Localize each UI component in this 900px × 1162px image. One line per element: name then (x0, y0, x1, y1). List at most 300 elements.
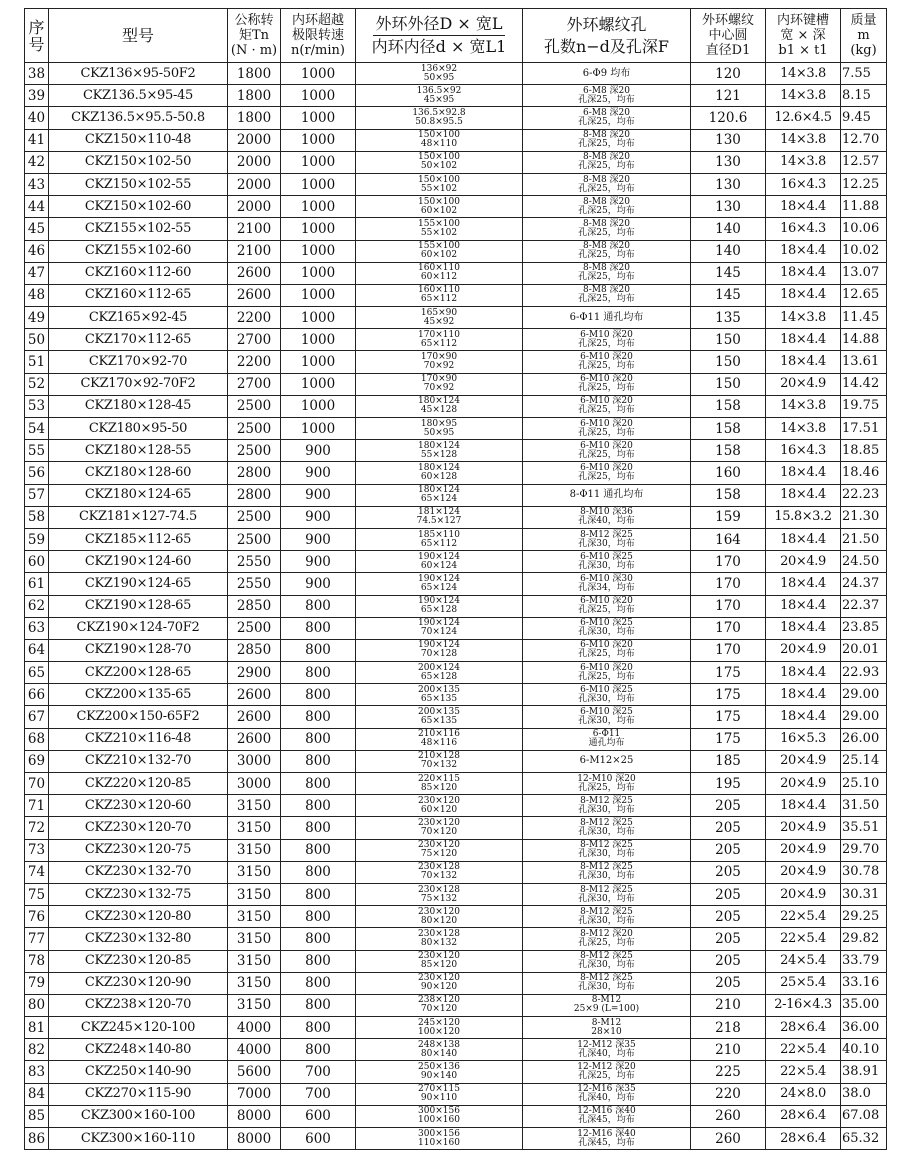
cell-torque: 4000 (228, 1017, 281, 1039)
table-row (25, 795, 887, 817)
cell-model: CKZ238×120-70 (49, 994, 228, 1016)
cell-dims (356, 395, 523, 417)
cell-no: 74 (25, 861, 49, 883)
holes-line: 8-M12 深25 (580, 817, 633, 828)
cell-torque: 3000 (228, 773, 281, 795)
dims-line: 50×95 (423, 427, 455, 438)
dims-line: 70×132 (420, 871, 458, 882)
dims-line: 90×140 (420, 1071, 458, 1082)
cell-key: 18×4.4 (766, 684, 841, 706)
cell-torque: 3150 (228, 817, 281, 839)
holes-line: 6-M10 深20 (580, 329, 633, 340)
cell-model: CKZ220×120-85 (49, 773, 228, 795)
cell-pcd: 140 (691, 240, 766, 262)
holes-line: 8-M12 (591, 1017, 622, 1028)
cell-model: CKZ210×116-48 (49, 728, 228, 750)
holes-line: 孔深30，均布 (578, 982, 635, 993)
cell-pcd: 145 (691, 262, 766, 284)
cell-no: 76 (25, 906, 49, 928)
table-row (25, 418, 887, 440)
table-row (25, 972, 887, 994)
dims-line: 70×132 (420, 760, 458, 771)
cell-model: CKZ190×124-70F2 (49, 617, 228, 639)
cell-holes (523, 418, 691, 440)
cell-key: 18×4.4 (766, 484, 841, 506)
cell-holes (523, 817, 691, 839)
cell-dims (356, 928, 523, 950)
table-row (25, 1017, 887, 1039)
cell-pcd: 175 (691, 706, 766, 728)
holes-line: 12-M16 深35 (577, 1084, 636, 1095)
dims-line: 200×135 (418, 684, 460, 695)
header-dims: 外环外径D × 宽L 内环内径d × 宽L1 (356, 9, 523, 63)
cell-pcd: 210 (691, 1039, 766, 1061)
dims-line: 70×120 (420, 1004, 458, 1015)
cell-key: 20×4.9 (766, 639, 841, 661)
holes-line: 6-M10 深20 (580, 374, 633, 385)
holes-line: 孔深40，均布 (578, 1048, 635, 1059)
cell-no: 42 (25, 151, 49, 173)
cell-pcd: 158 (691, 418, 766, 440)
holes-line: 6-M10 深20 (580, 596, 633, 607)
dims-line: 155×100 (418, 241, 460, 252)
cell-key: 18×4.4 (766, 351, 841, 373)
cell-holes (523, 351, 691, 373)
cell-pcd: 120.6 (691, 107, 766, 129)
dims-line: 55×128 (420, 449, 458, 460)
holes-line: 12-M12 深35 (577, 1039, 636, 1050)
table-row (25, 1128, 887, 1150)
holes-line: 孔深25，均布 (578, 205, 635, 216)
cell-model: CKZ230×120-75 (49, 839, 228, 861)
holes-line: 6-Φ11 (592, 729, 621, 740)
cell-key: 22×5.4 (766, 928, 841, 950)
table-row (25, 617, 887, 639)
dims-line: 150×100 (418, 196, 460, 207)
cell-key: 28×6.4 (766, 1128, 841, 1150)
holes-line: 6-M10 深25 (580, 618, 633, 629)
cell-dims (356, 573, 523, 595)
holes-line: 孔深25，均布 (578, 250, 635, 261)
table-row (25, 151, 887, 173)
holes-line: 6-M12×25 (579, 755, 634, 767)
cell-key: 18×4.4 (766, 617, 841, 639)
cell-model: CKZ150×102-50 (49, 151, 228, 173)
cell-model: CKZ300×160-100 (49, 1105, 228, 1127)
cell-torque: 3150 (228, 883, 281, 905)
cell-torque: 2000 (228, 129, 281, 151)
cell-dims (356, 972, 523, 994)
holes-line: 8-M12 深25 (580, 840, 633, 851)
cell-dims (356, 373, 523, 395)
cell-speed: 800 (281, 817, 356, 839)
dims-line: 230×120 (418, 840, 460, 851)
cell-holes (523, 883, 691, 905)
cell-model: CKZ185×112-65 (49, 528, 228, 550)
cell-pcd: 175 (691, 684, 766, 706)
dims-line: 90×120 (420, 982, 458, 993)
cell-mass: 36.00 (841, 1017, 887, 1039)
holes-line: 孔深25，均布 (578, 383, 635, 394)
cell-key: 18×4.4 (766, 329, 841, 351)
cell-pcd: 205 (691, 928, 766, 950)
cell-mass: 8.15 (841, 85, 887, 107)
dims-line: 74.5×127 (416, 516, 462, 527)
cell-no: 44 (25, 196, 49, 218)
dims-line: 60×102 (420, 205, 458, 216)
holes-line: 12-M10 深20 (577, 773, 636, 784)
dims-line: 230×120 (418, 951, 460, 962)
cell-speed: 800 (281, 906, 356, 928)
cell-holes (523, 1017, 691, 1039)
cell-holes (523, 506, 691, 528)
dims-line: 50×95 (423, 72, 455, 83)
holes-line: 6-M10 深30 (580, 573, 633, 584)
dims-line: 210×128 (418, 751, 460, 762)
cell-torque: 3150 (228, 795, 281, 817)
cell-model: CKZ230×120-85 (49, 950, 228, 972)
cell-speed: 600 (281, 1105, 356, 1127)
cell-model: CKZ155×102-60 (49, 240, 228, 262)
dims-line: 160×110 (418, 263, 460, 274)
cell-model: CKZ180×95-50 (49, 418, 228, 440)
cell-speed: 800 (281, 839, 356, 861)
cell-holes (523, 440, 691, 462)
holes-line: 8-M8 深20 (582, 130, 631, 141)
cell-speed: 1000 (281, 129, 356, 151)
holes-line: 孔深25，均布 (578, 116, 635, 127)
cell-speed: 800 (281, 728, 356, 750)
header-speed: 内环超越 极限转速 n(r/min) (281, 9, 356, 63)
cell-dims (356, 795, 523, 817)
cell-speed: 800 (281, 883, 356, 905)
cell-pcd: 160 (691, 462, 766, 484)
cell-torque: 2500 (228, 617, 281, 639)
cell-pcd: 225 (691, 1061, 766, 1083)
table-row (25, 395, 887, 417)
cell-no: 45 (25, 218, 49, 240)
cell-speed: 1000 (281, 262, 356, 284)
dims-line: 45×128 (420, 405, 458, 416)
holes-line: 孔深30，均布 (578, 893, 635, 904)
holes-line: 孔深25，均布 (578, 427, 635, 438)
cell-pcd: 170 (691, 551, 766, 573)
cell-speed: 900 (281, 462, 356, 484)
cell-dims (356, 817, 523, 839)
table-row (25, 373, 887, 395)
cell-holes (523, 750, 691, 772)
cell-dims (356, 240, 523, 262)
table-row (25, 63, 887, 85)
cell-dims (356, 484, 523, 506)
dims-line: 65×112 (420, 538, 458, 549)
cell-dims (356, 906, 523, 928)
holes-line: 孔深30，均布 (578, 693, 635, 704)
cell-dims (356, 63, 523, 85)
dims-line: 65×112 (420, 294, 458, 305)
cell-no: 48 (25, 284, 49, 306)
dims-line: 136×92 (420, 63, 458, 74)
dims-line: 250×136 (418, 1062, 460, 1073)
dims-line: 70×92 (423, 383, 455, 394)
cell-model: CKZ250×140-90 (49, 1061, 228, 1083)
cell-speed: 1000 (281, 151, 356, 173)
cell-holes (523, 484, 691, 506)
cell-pcd: 150 (691, 373, 766, 395)
holes-line: 8-M12 深20 (580, 928, 633, 939)
holes-line: 孔深25，均布 (578, 338, 635, 349)
holes-line: 8-M12 深25 (580, 884, 633, 895)
table-row (25, 1039, 887, 1061)
cell-dims (356, 1128, 523, 1150)
dims-line: 80×120 (420, 915, 458, 926)
dims-line: 165×90 (420, 307, 458, 318)
dims-line: 48×116 (420, 738, 458, 749)
cell-model: CKZ180×128-60 (49, 462, 228, 484)
cell-pcd: 205 (691, 817, 766, 839)
dims-line: 136.5×92 (416, 85, 462, 96)
holes-line: 8-M12 深25 (580, 795, 633, 806)
dims-line: 190×124 (418, 596, 460, 607)
cell-torque: 2850 (228, 639, 281, 661)
cell-key: 14×3.8 (766, 129, 841, 151)
holes-line: 孔深25，均布 (578, 649, 635, 660)
cell-dims (356, 595, 523, 617)
cell-key: 28×6.4 (766, 1017, 841, 1039)
table-row (25, 662, 887, 684)
cell-holes (523, 173, 691, 195)
cell-holes (523, 395, 691, 417)
cell-no: 65 (25, 662, 49, 684)
cell-model: CKZ180×128-45 (49, 395, 228, 417)
cell-dims (356, 196, 523, 218)
cell-holes (523, 1105, 691, 1127)
holes-line: 6-M10 深20 (580, 418, 633, 429)
cell-speed: 1000 (281, 307, 356, 329)
cell-mass: 67.08 (841, 1105, 887, 1127)
cell-holes (523, 839, 691, 861)
table-row (25, 706, 887, 728)
cell-pcd: 140 (691, 218, 766, 240)
holes-line: 孔深25，均布 (578, 1071, 635, 1082)
cell-speed: 600 (281, 1128, 356, 1150)
cell-model: CKZ230×132-75 (49, 883, 228, 905)
dims-line: 170×90 (420, 352, 458, 363)
cell-speed: 900 (281, 528, 356, 550)
dims-line: 45×92 (423, 316, 455, 327)
holes-line: 孔深30，均布 (578, 538, 635, 549)
holes-line: 孔深25，均布 (578, 272, 635, 283)
cell-pcd: 158 (691, 395, 766, 417)
cell-speed: 1000 (281, 418, 356, 440)
cell-speed: 900 (281, 551, 356, 573)
cell-model: CKZ165×92-45 (49, 307, 228, 329)
dims-line: 48×110 (420, 139, 458, 150)
cell-model: CKZ160×112-60 (49, 262, 228, 284)
cell-model: CKZ180×128-55 (49, 440, 228, 462)
cell-model: CKZ150×110-48 (49, 129, 228, 151)
cell-mass: 12.25 (841, 173, 887, 195)
holes-line: 8-M8 深20 (582, 241, 631, 252)
dims-line: 55×102 (420, 183, 458, 194)
cell-torque: 2200 (228, 307, 281, 329)
cell-torque: 3000 (228, 750, 281, 772)
cell-key: 2-16×4.3 (766, 994, 841, 1016)
cell-model: CKZ190×128-65 (49, 595, 228, 617)
cell-key: 20×4.9 (766, 551, 841, 573)
cell-pcd: 130 (691, 196, 766, 218)
cell-torque: 2550 (228, 573, 281, 595)
cell-speed: 1000 (281, 395, 356, 417)
cell-dims (356, 662, 523, 684)
cell-key: 14×3.8 (766, 151, 841, 173)
table-row (25, 928, 887, 950)
cell-torque: 2200 (228, 351, 281, 373)
cell-speed: 1000 (281, 85, 356, 107)
cell-holes (523, 861, 691, 883)
cell-no: 66 (25, 684, 49, 706)
cell-no: 58 (25, 506, 49, 528)
cell-speed: 900 (281, 440, 356, 462)
cell-key: 14×3.8 (766, 418, 841, 440)
cell-mass: 9.45 (841, 107, 887, 129)
cell-dims (356, 728, 523, 750)
cell-holes (523, 85, 691, 107)
cell-no: 80 (25, 994, 49, 1016)
cell-pcd: 205 (691, 795, 766, 817)
cell-holes (523, 573, 691, 595)
dims-line: 210×116 (418, 729, 460, 740)
cell-holes (523, 950, 691, 972)
cell-mass: 12.65 (841, 284, 887, 306)
cell-no: 83 (25, 1061, 49, 1083)
cell-key: 20×4.9 (766, 883, 841, 905)
cell-key: 20×4.9 (766, 817, 841, 839)
cell-speed: 1000 (281, 351, 356, 373)
cell-torque: 2000 (228, 196, 281, 218)
cell-torque: 8000 (228, 1105, 281, 1127)
holes-line: 8-M8 深20 (582, 196, 631, 207)
dims-line: 150×100 (418, 130, 460, 141)
cell-torque: 3150 (228, 861, 281, 883)
cell-model: CKZ200×135-65 (49, 684, 228, 706)
cell-torque: 2500 (228, 440, 281, 462)
cell-mass: 40.10 (841, 1039, 887, 1061)
table-row (25, 1061, 887, 1083)
holes-line: 8-M8 深20 (582, 263, 631, 274)
cell-holes (523, 1061, 691, 1083)
cell-holes (523, 462, 691, 484)
table-row (25, 728, 887, 750)
holes-line: 8-M10 深36 (580, 507, 633, 518)
cell-no: 59 (25, 528, 49, 550)
cell-pcd: 260 (691, 1128, 766, 1150)
cell-pcd: 170 (691, 573, 766, 595)
cell-speed: 800 (281, 972, 356, 994)
dims-line: 90×110 (420, 1093, 458, 1104)
cell-no: 51 (25, 351, 49, 373)
cell-dims (356, 773, 523, 795)
cell-mass: 18.46 (841, 462, 887, 484)
cell-model: CKZ245×120-100 (49, 1017, 228, 1039)
cell-pcd: 175 (691, 728, 766, 750)
holes-line: 孔深25，均布 (578, 449, 635, 460)
cell-pcd: 205 (691, 883, 766, 905)
cell-mass: 17.51 (841, 418, 887, 440)
cell-mass: 19.75 (841, 395, 887, 417)
holes-line: 孔深25，均布 (578, 937, 635, 948)
holes-line: 孔深25，均布 (578, 361, 635, 372)
dims-line: 180×124 (418, 462, 460, 473)
cell-dims (356, 994, 523, 1016)
cell-pcd: 218 (691, 1017, 766, 1039)
cell-torque: 2100 (228, 240, 281, 262)
cell-dims (356, 839, 523, 861)
cell-pcd: 158 (691, 440, 766, 462)
holes-line: 8-M12 深25 (580, 951, 633, 962)
cell-speed: 800 (281, 950, 356, 972)
cell-model: CKZ210×132-70 (49, 750, 228, 772)
holes-line: 孔深30，均布 (578, 871, 635, 882)
cell-mass: 14.88 (841, 329, 887, 351)
cell-key: 18×4.4 (766, 462, 841, 484)
table-row (25, 1083, 887, 1105)
cell-speed: 800 (281, 861, 356, 883)
holes-line: 孔深30，均布 (578, 826, 635, 837)
cell-model: CKZ230×120-70 (49, 817, 228, 839)
table-row (25, 351, 887, 373)
cell-holes (523, 329, 691, 351)
cell-model: CKZ190×124-65 (49, 573, 228, 595)
cell-no: 60 (25, 551, 49, 573)
cell-speed: 1000 (281, 373, 356, 395)
cell-dims (356, 1083, 523, 1105)
cell-torque: 2100 (228, 218, 281, 240)
holes-line: 孔深34，均布 (578, 582, 635, 593)
cell-key: 20×4.9 (766, 773, 841, 795)
cell-key: 15.8×3.2 (766, 506, 841, 528)
cell-torque: 3150 (228, 928, 281, 950)
cell-torque: 2500 (228, 395, 281, 417)
dims-line: 180×124 (418, 485, 460, 496)
cell-holes (523, 1039, 691, 1061)
dims-line: 75×132 (420, 893, 458, 904)
cell-no: 72 (25, 817, 49, 839)
table-row (25, 1105, 887, 1127)
cell-holes (523, 795, 691, 817)
cell-no: 55 (25, 440, 49, 462)
cell-dims (356, 1039, 523, 1061)
cell-speed: 900 (281, 506, 356, 528)
cell-speed: 800 (281, 639, 356, 661)
cell-key: 28×6.4 (766, 1105, 841, 1127)
cell-key: 18×4.4 (766, 262, 841, 284)
cell-mass: 13.61 (841, 351, 887, 373)
cell-key: 12.6×4.5 (766, 107, 841, 129)
cell-key: 18×4.4 (766, 284, 841, 306)
holes-line: 8-M12 深25 (580, 529, 633, 540)
cell-mass: 29.25 (841, 906, 887, 928)
cell-pcd: 150 (691, 351, 766, 373)
cell-key: 16×4.3 (766, 173, 841, 195)
cell-pcd: 130 (691, 151, 766, 173)
holes-line: 孔深25，均布 (578, 161, 635, 172)
cell-key: 18×4.4 (766, 795, 841, 817)
cell-holes (523, 373, 691, 395)
cell-holes (523, 706, 691, 728)
table-row (25, 839, 887, 861)
dims-line: 230×128 (418, 884, 460, 895)
